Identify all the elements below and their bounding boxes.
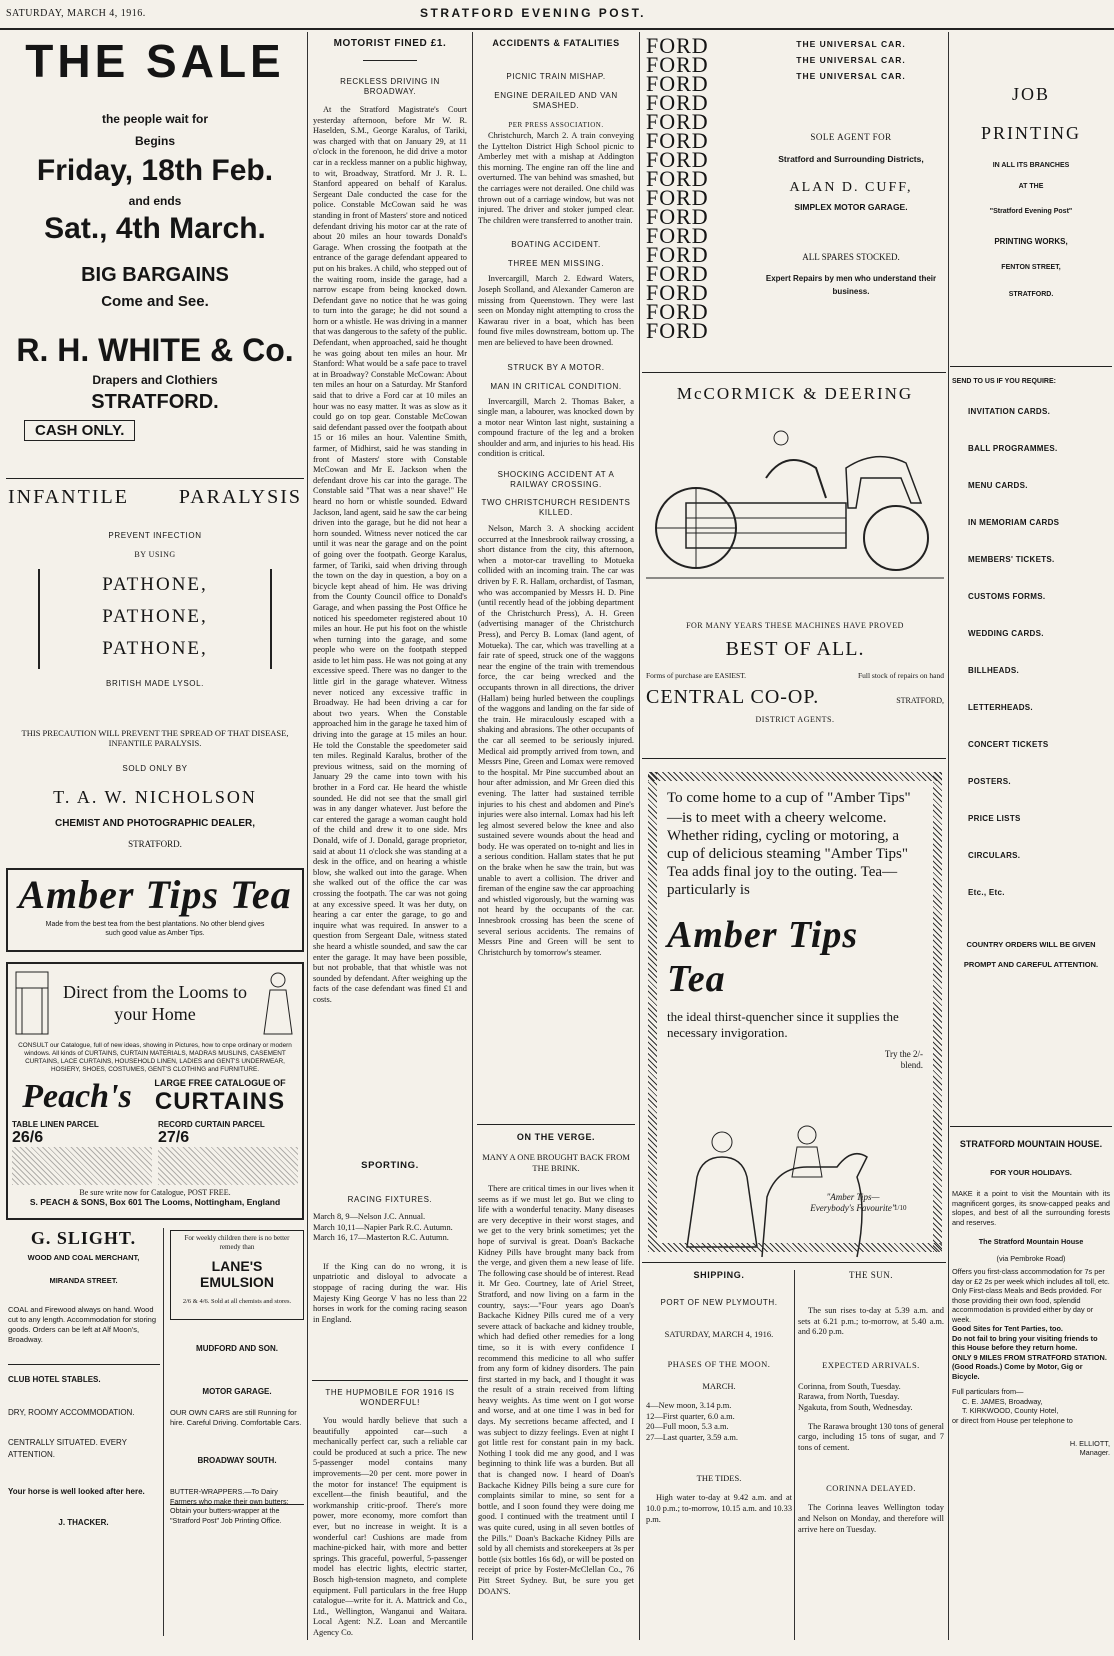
sale-start-date: Friday, 18th Feb. <box>36 154 274 187</box>
shipping-headline: SHIPPING. <box>693 1270 745 1280</box>
accident-head: BOATING ACCIDENT. <box>511 240 601 250</box>
verge-headline: ON THE VERGE. <box>516 1132 596 1142</box>
divider <box>170 1504 304 1505</box>
ford-spares: ALL SPARES STOCKED. <box>802 252 900 262</box>
amber-ideal: the ideal thirst-quencher since it supplies the necessary invigoration. <box>667 1009 899 1040</box>
peach-price-1: 26/6 <box>12 1129 44 1146</box>
sale-end-date: Sat., 4th March. <box>44 212 266 245</box>
ford-word: FORD <box>646 128 709 153</box>
job-item: CIRCULARS. <box>968 851 1021 860</box>
paralysis-prevent: PREVENT INFECTION <box>108 531 202 540</box>
paralysis-seller: T. A. W. NICHOLSON <box>53 787 257 807</box>
divider <box>6 478 304 479</box>
paralysis-town: STRATFORD. <box>128 839 182 849</box>
moon-phases-head: PHASES OF THE MOON. <box>667 1359 771 1369</box>
column-rule <box>472 32 473 1640</box>
peach-direct: Direct from the Looms to your Home <box>63 982 247 1024</box>
mountain-contact: or direct from House per telephone to <box>952 1415 1073 1425</box>
arrival: Ngakuta, from South, Wednesday. <box>798 1402 913 1412</box>
corinna-head: CORINNA DELAYED. <box>826 1483 916 1494</box>
article-text: There are critical times in our lives when it seems as if we must let go. But we cling to life with a wonderful tenacity. Many diseases are very deceptive in their worst stages, and we get to the very brink sometimes; yet the hope of survival is great. Doan's Backache Kidney Pills have brought many back from the verge, and given them a new lease of life. The following case should be of interest. Read it. Mr Geo. Courtney, late of Ariel Street, Stratford, and now living on a farm in the country, says:—"Four years ago Doan's Backache Kidney Pills cured me of a very severe attack of backache and kidney trouble, which had defied other remedies for a long time, so it is with every confidence I recommend this medicine to all who suffer from any form of kidney disorders. The pain first started in my back, and I thought it was the result of a strain received from lifting heavy weights. As time went on I got worse and worse, and at one time I was in bed for days. My secretions became affected, and I was subject to dizzy feelings. Even at night I got little rest for constant pain in my back. Nothing I took did me any good, and I was beginning to think life was a burden. But all that is changed now. I heard of Doan's Backache Kidney Pills being a sure cure for complaints similar to mine, so sent for a bottle, and I soon found they were doing me good. I continued with the treatment until I was quite cured, using in all seven bottles of the Pills." Doan's Backache Kidney Pills are sold by all chemists and storekeepers at 3s per bottle (six bottles 16s 6d), or will be posted on receipt of price by Foster-McClellan Co., 76 Pitt Street Sydney. But, be sure you get DOAN'S. <box>478 1184 634 1596</box>
job-items <box>952 407 1110 925</box>
ford-word: FORD <box>646 223 709 248</box>
club-line-1: DRY, ROOMY ACCOMMODATION. <box>8 1408 135 1417</box>
club-line-2: CENTRALLY SITUATED. EVERY ATTENTION. <box>8 1438 127 1459</box>
job-list <box>952 378 1110 975</box>
ford-word: FORD <box>646 166 709 191</box>
mccormick-ad <box>646 384 944 724</box>
mountain-holidays: FOR YOUR HOLIDAYS. <box>990 1168 1072 1177</box>
ford-word: FORD <box>646 52 709 77</box>
mudford-name: MUDFORD AND SON. <box>196 1344 278 1353</box>
accident-subhead: MAN IN CRITICAL CONDITION. <box>490 381 622 391</box>
amber-try: Try the 2/- blend. <box>884 1049 923 1070</box>
amber-intro: To come home to a cup of "Amber Tips" <box>667 790 911 806</box>
border-hatch <box>648 1243 942 1252</box>
slight-trade: WOOD AND COAL MERCHANT, <box>27 1253 140 1262</box>
paralysis-by: BY USING <box>134 550 176 559</box>
mccormick-years: FOR MANY YEARS THESE MACHINES HAVE PROVED <box>686 621 904 630</box>
arrival: Rarawa, from North, Tuesday. <box>798 1392 900 1402</box>
ford-word: FORD <box>646 318 709 343</box>
peach-parcel-1: TABLE LINEN PARCEL <box>12 1120 99 1129</box>
tides-head: THE TIDES. <box>696 1473 742 1484</box>
ford-word: FORD <box>646 185 709 210</box>
job-item: MEMBERS' TICKETS. <box>968 555 1055 564</box>
accidents-article <box>478 38 634 992</box>
ford-garage: SIMPLEX MOTOR GARAGE. <box>794 202 908 212</box>
sale-ad <box>8 36 302 441</box>
masthead-title: STRATFORD EVENING POST. <box>420 6 646 20</box>
mountain-sites: Good Sites for Tent Parties, too. <box>952 1324 1063 1333</box>
job-at: AT THE <box>1018 183 1044 190</box>
corinna-body <box>798 1503 944 1535</box>
job-title-1: JOB <box>1011 84 1050 104</box>
sun-section <box>798 1270 944 1535</box>
ford-agent-ad <box>758 36 944 298</box>
fixture: March 10,11—Napier Park R.C. Autumn. <box>313 1222 453 1232</box>
mountain-title: STRATFORD MOUNTAIN HOUSE. <box>959 1139 1103 1149</box>
job-item: CUSTOMS FORMS. <box>968 592 1046 601</box>
sale-title: THE SALE <box>25 35 285 87</box>
central-coop: CENTRAL CO-OP. <box>646 686 820 708</box>
peach-address: S. PEACH & SONS, Box 601 The Looms, Nottingham, England <box>29 1197 281 1207</box>
job-item: IN MEMORIAM CARDS <box>968 518 1060 527</box>
sale-come: Come and See. <box>101 293 209 310</box>
ford-word: FORD <box>646 90 709 115</box>
accident-head: PICNIC TRAIN MISHAP. <box>506 72 606 81</box>
column-rule <box>639 32 640 1640</box>
ford-word: FORD <box>646 109 709 134</box>
accident-subhead: ENGINE DERAILED AND VAN SMASHED. <box>494 91 618 110</box>
ford-repairs: Expert Repairs by men who understand their business. <box>765 274 937 296</box>
article-text: The Corinna leaves Wellington today and Nelson on Monday, and therefore will arrive here on Tuesday. <box>798 1503 944 1534</box>
amber-tips-small-ad <box>6 868 304 952</box>
horse-riders-illustration <box>667 1077 917 1267</box>
press-association: PER PRESS ASSOCIATION. <box>508 121 604 129</box>
peach-price-2: 27/6 <box>158 1129 190 1146</box>
loom-illustration-icon <box>12 968 52 1038</box>
job-works: PRINTING WORKS, <box>994 237 1068 246</box>
fixture: March 16, 17—Masterton R.C. Autumn. <box>313 1233 449 1243</box>
sporting-body <box>313 1262 467 1326</box>
universal-car-line: THE UNIVERSAL CAR. <box>796 55 906 65</box>
mountain-full: Full particulars from— <box>952 1387 1024 1396</box>
butter-wrappers-notice: BUTTER-WRAPPERS.—To Dairy Farmers who make their own butters: Obtain your butters-wrapper at the "Stratford Post" Job Printing Office. <box>170 1487 289 1525</box>
article-text: The sun rises to-day at 5.39 a.m. and sets at 6.21 p.m.; to-morrow, at 5.40 a.m. and 6.20 p.m. <box>798 1306 944 1337</box>
sporting-article <box>313 1160 467 1325</box>
moon-phase: 27—Last quarter, 3.59 a.m. <box>646 1432 738 1442</box>
accident-head: SHOCKING ACCIDENT AT A RAILWAY CROSSING. <box>497 470 615 490</box>
mccormick-best: BEST OF ALL. <box>725 638 865 660</box>
ford-stack <box>646 33 756 343</box>
slight-name: G. SLIGHT. <box>30 1228 137 1248</box>
mountain-miles: ONLY 9 MILES FROM STRATFORD STATION. (Good Roads.) Come by Motor, Gig or Bicycle. <box>952 1352 1107 1381</box>
moon-phase: 12—First quarter, 6.0 a.m. <box>646 1411 735 1421</box>
divider <box>642 372 946 373</box>
universal-car-line: THE UNIVERSAL CAR. <box>796 71 906 81</box>
divider <box>363 60 417 61</box>
sale-town: STRATFORD. <box>91 391 219 413</box>
ford-word: FORD <box>646 280 709 305</box>
sporting-headline: SPORTING. <box>361 1160 419 1171</box>
lane-top: For weekly children there is no better remedy than <box>184 1234 290 1251</box>
mountain-via: (via Pembroke Road) <box>996 1254 1066 1263</box>
mccormick-forms: Forms of purchase are EASIEST. <box>646 671 747 680</box>
job-item: LETTERHEADS. <box>968 703 1033 712</box>
job-branches: IN ALL ITS BRANCHES <box>992 162 1070 169</box>
accidents-headline: ACCIDENTS & FATALITIES <box>492 38 620 48</box>
job-printing-ad <box>952 36 1110 298</box>
masthead <box>0 0 1114 30</box>
accident-subhead: THREE MEN MISSING. <box>507 259 605 269</box>
amber-tips-logo: Amber Tips Tea <box>667 914 859 1000</box>
amber-tips-note: Made from the best tea from the best plantations. No other blend gives such good value as Amber Tips. <box>45 921 265 937</box>
column-rule <box>307 32 308 1640</box>
peach-parcel-2: RECORD CURTAIN PARCEL <box>158 1120 265 1129</box>
fine-print <box>158 1147 298 1185</box>
divider <box>950 366 1112 367</box>
job-item: MENU CARDS. <box>968 481 1028 490</box>
article-text: Invercargill, March 2. Edward Waters, Joseph Scolland, and Alexander Cameron are missing from Queenstown. They were last seen on Monday night attempting to cross the Kawarau river in a boat, which has been found five miles downstream, bottom up. The men are believed to have been drowned. <box>478 274 634 347</box>
motorist-article <box>313 38 467 1159</box>
club-owner: J. THACKER. <box>58 1518 109 1527</box>
job-country-orders: COUNTRY ORDERS WILL BE GIVEN PROMPT AND CAREFUL ATTENTION. <box>963 940 1099 969</box>
ford-word: FORD <box>646 204 709 229</box>
moon-phases <box>646 1401 792 1443</box>
sun-body <box>798 1306 944 1338</box>
job-item: CONCERT TICKETS <box>968 740 1049 749</box>
divider <box>642 1262 946 1263</box>
paralysis-sold: SOLD ONLY BY <box>122 764 188 773</box>
rarawa-note <box>798 1422 944 1454</box>
cash-only-badge: CASH ONLY. <box>24 420 135 441</box>
expected-arrivals-head: EXPECTED ARRIVALS. <box>822 1359 920 1370</box>
divider <box>312 1380 468 1381</box>
job-street: FENTON STREET, <box>1001 264 1061 271</box>
job-item: BALL PROGRAMMES. <box>968 444 1058 453</box>
motorist-body <box>313 105 467 1159</box>
bracket-right <box>270 569 272 669</box>
sun-headline: THE SUN. <box>849 1270 893 1280</box>
job-item: POSTERS. <box>968 777 1011 786</box>
border-hatch <box>648 772 657 1252</box>
ford-words <box>646 33 756 343</box>
paralysis-precaution: THIS PRECAUTION WILL PREVENT THE SPREAD OF THAT DISEASE, INFANTILE PARALYSIS. <box>21 728 289 748</box>
hupmobile-headline: THE HUPMOBILE FOR 1916 IS WONDERFUL! <box>325 1388 455 1407</box>
accident-body <box>478 131 634 226</box>
sale-tagline: the people wait for <box>101 112 208 126</box>
accident-body <box>478 524 634 992</box>
mudford-address: BROADWAY SOUTH. <box>197 1456 277 1465</box>
sale-bargains: BIG BARGAINS <box>81 264 229 286</box>
mccormick-town: STRATFORD, <box>896 696 944 705</box>
ford-district: Stratford and Surrounding Districts, <box>778 154 924 164</box>
column-rule <box>948 32 949 1640</box>
ford-word: FORD <box>646 299 709 324</box>
mountain-offers: Offers you first-class accommodation for 7s per day or £2 2s per week which includes all toll, etc. <box>952 1267 1110 1286</box>
accident-head: STRUCK BY A MOTOR. <box>507 362 605 372</box>
mountain-fail: Do not fail to bring your visiting friends to this House before they return home. <box>952 1333 1098 1352</box>
product-name: PATHONE, <box>102 574 208 595</box>
slight-text: COAL and Firewood always on hand. Wood cut to any length. Accommodation for storing goods. Orders can be left at Alf Moon's, Broadway. <box>8 1305 156 1344</box>
job-town: STRATFORD. <box>1008 291 1054 298</box>
ford-word: FORD <box>646 147 709 172</box>
accident-body <box>478 397 634 461</box>
mountain-contact: T. KIRKWOOD, County Hotel, <box>962 1406 1059 1415</box>
product-name: PATHONE, <box>102 606 208 627</box>
peach-logo: Peach's <box>22 1078 132 1115</box>
paralysis-trade: CHEMIST AND PHOTOGRAPHIC DEALER, <box>54 818 255 829</box>
moon-phase: 4—New moon, 3.14 p.m. <box>646 1401 732 1410</box>
article-text: If the King can do no wrong, it is unpatriotic and disloyal to advocate a stoppage of racing during the war. His Majesty King George V has no less than 22 horses in work for the coming racing season in England. <box>313 1261 467 1324</box>
ford-agent-name: ALAN D. CUFF, <box>789 180 913 195</box>
verge-article <box>478 1132 634 1632</box>
racing-fixtures <box>313 1212 467 1244</box>
amber-tips-logo: Amber Tips Tea <box>18 872 292 917</box>
shipping-port: PORT OF NEW PLYMOUTH. <box>660 1298 778 1307</box>
peach-consult: CONSULT our Catalogue, full of new ideas, showing in Pictures, how to cnpe ordinary or modern windows. All kinds of CURTAINS, CURTAIN MATERIALS, MADRAS MUSLINS, CASEMENT CURTAINS, LACE CURTAINS, HOUSEHOLD LINEN, LADIES and GENT'S UNDERWEAR, HOSIERY, SHOES, COSTUMES, GENT'S CLOTHING and FURNITURE. <box>18 1042 292 1073</box>
sale-trade: Drapers and Clothiers <box>92 373 218 387</box>
border-hatch <box>648 772 942 781</box>
peach-ad <box>6 962 304 1220</box>
job-office: "Stratford Evening Post" <box>989 208 1073 215</box>
lane-emulsion-ad <box>170 1230 304 1320</box>
moon-phase: 20—Full moon, 5.3 a.m. <box>646 1422 729 1432</box>
slight-ad <box>8 1228 164 1636</box>
paralysis-title-2: PARALYSIS <box>178 486 302 508</box>
mountain-manager-title: Manager. <box>1079 1448 1110 1457</box>
article-text: Nelson, March 3. A shocking accident occurred at the Innesbrook railway crossing, a short distance from the city, this afternoon, when a motor-car travelling to Motueka collided with an incoming train. The car was driven by F. R. Hallam, orchardist, of Tasman, who was accompanied by Messrs H. D. Pine (until recently head of the jobbing department of the Christchurch Press), A. H. Green (advertising manager of the Christchurch Press), and Percy B. Lomax (land agent, of Motueka). The car, which was travelling at a fair rate of speed, struck one of the waggons near the engine of the train with tremendous force, the car being wrecked and the occupants thrown in all directions, the driver (Hallam) being hurled between the couplings of the waggons and landing on the far side of the train. He miraculously escaped with a shaking and abrasions. The other occupants of the car all seemed to be seriously injured. Medical aid promptly arrived from town, and Messrs Pine, Green and Lomax were removed to the hospital. Mr Pine succumbed about an hour after admission, and Mr Green died this evening. The latter had sustained terrible injuries to his chest and abdomen and Pine's injuries were also internal. Lomax had his left leg almost severed below the knee and also sustained severe wounds about the head and body. He was operated on to-night and lies in a serious condition. Hallam states that he put on the brake when he saw the train, but was unable to avert a collision. The driver and fireman of the engine saw the car approaching and whistled vigorously, but the warning was not heard by the occupants of the car. Innesbrook crossing has been the scene of several serious accidents. The remains of Messrs Pine and Green will be sent to Christchurch by tomorrow's steamer. <box>478 524 634 957</box>
article-text: At the Stratford Magistrate's Court yesterday afternoon, before Mr W. R. Haselden, S.M., George Karalus, of Tariki, was charged with that on January 29, at 11 o'clock in the forenoon, he did drive a motor car in a reckless manner on a public highway, to wit, Broadway, Stratford. Mr J. R. L. Stanford appeared on behalf of Karalus. Sergeant Dale conducted the case for the police. Constable McCowan said he was standing in front of Masters' store and noticed defendant driving his motor car at the rate of about 20 miles an hour towards Donald's Garage. When crossing the footpath at the entrance of the garage defendant appeared to put on his brakes. A child, who stepped out of the waiting room, inside the garage, had a narrow escape from being knocked down. Defendant gave no notice that he was going to turn into the garage; he did not sound a horn or a whistle. He was driving in a manner that was dangerous to the safety of the public. Defendant, when approached, said he thought he was going about ten miles an hour. Mr Stanford: What would be a safe pace to travel at in Broadway? Constable McCowan: About ten miles an hour on a Saturday. Mr Stanford said that to drive a Ford car at 10 miles an hour was no easy matter. It was as slow as it could go on top gear. Constable McCowan said defendant passed over the footpath about 15 or 16 miles an hour. Valentine Smith, farmer, of Midhirst, said he was standing in front of Masters' store with Constable McCowan and Mr E. Jackson when the defendant drove his car into the garage. The Constable said "That was a near shave!" He heard no horn or whistle sounded. Edward Jackson, land agent, said he saw the car being driven into the garage, but he did not hear a horn sounded. Witness never noticed the car until it was near the garage and on the point of going over the footpath. George Karalus, farmer, of Tariki, said when driving through the town on the day in question, a boy on a bicycle kept ahead of him. He was driving from the County Council office to Donald's Garage, and when passing the Post Office he noticed his speedometer registered about 10 miles an hour. He put his foot on the whistle when turning into the garage, and some people who were on the footpath stepped aside to let him pass. He was not going at any excessive speed. There was no danger to the little girl in the garage whatever. Witness never noticed any excessive traffic in Broadway. He had been driving a car for about two years. When the Constable approached him in the garage he taxed him of driving into the garage at 15 miles an hour. He told the Constable the speedometer said ten miles. Reginald Karalus, brother of the previous witness, said on the morning of January 29 the came into town with his brother in a Ford car. He heard the whistle sounded. He did not see that the small girl was in any danger whatever. Just before the car entered the garage a woman caught hold of the child and drew it to one side. Mrs Donald, wife of J. Donald, garage proprietor, said at about 11 o'clock she was standing at a desk in the office, and on hearing a whistle blow, she walked out into the garage. When she walked out of the office the car was crossing the footpath. The car was not going at any excessive speed. It was her duty, on hearing a car enter the garage, to go and inquire what was required. In answer to a question from Sergeant Dale, witness stated she heard a whistle sounded, and saw the car enter the garage. It may have been possible, but not probable, that that whistle was not sounded by defendant. After weighing up the facts of the case defendant was fined £1 and costs. <box>313 105 467 1004</box>
sporting-subhead: RACING FIXTURES. <box>347 1195 433 1204</box>
mountain-manager: H. ELLIOTT, <box>1069 1439 1110 1448</box>
fixture: March 8, 9—Nelson J.C. Annual. <box>313 1212 426 1221</box>
mccormick-agents: DISTRICT AGENTS. <box>755 715 835 724</box>
shipping-date: SATURDAY, MARCH 4, 1916. <box>664 1329 774 1339</box>
accident-body <box>478 274 634 348</box>
mountain-make: MAKE it a point to visit the Mountain with its magnificent gorges, its snow-capped peaks and slopes, and best of all the surrounding forests and reserves. <box>952 1189 1110 1227</box>
reaper-machine-illustration <box>646 408 944 598</box>
mccormick-stock: Full stock of repairs on hand <box>857 671 944 680</box>
article-text: The Rarawa brought 130 tons of general cargo, including 15 tons of sugar, and 7 tons of cement. <box>798 1421 944 1452</box>
hupmobile-body <box>313 1416 467 1656</box>
mudford-garage: MOTOR GARAGE. <box>202 1387 272 1396</box>
tides-body <box>646 1493 792 1525</box>
amber-tips-big-ad <box>648 772 942 1252</box>
border-hatch <box>933 772 942 1252</box>
mountain-house-name: The Stratford Mountain House <box>978 1237 1084 1246</box>
universal-car <box>758 36 944 84</box>
peach-large: LARGE FREE CATALOGUE OF <box>154 1078 286 1088</box>
divider <box>477 1124 635 1125</box>
ford-word: FORD <box>646 33 709 58</box>
lane-price: 2/6 & 4/6. Sold at all chemists and stores. <box>182 1298 292 1305</box>
ford-word: FORD <box>646 261 709 286</box>
universal-car-line: THE UNIVERSAL CAR. <box>796 39 906 49</box>
job-item: Etc., Etc. <box>968 888 1005 897</box>
product-name: PATHONE, <box>102 638 208 659</box>
mountain-meals: Only First-class Meals and Beds provided. For those providing their own food, splendid accommodation is provided either by day or week. <box>952 1286 1102 1324</box>
amber-favourite: "Amber Tips— Everybody's Favourite" <box>810 1192 896 1213</box>
accident-subhead: TWO CHRISTCHURCH RESIDENTS KILLED. <box>481 498 631 518</box>
sale-firm: R. H. WHITE & Co. <box>16 332 294 368</box>
ford-word: FORD <box>646 71 709 96</box>
article-text: High water to-day at 9.42 a.m. and at 10.0 p.m.; to-morrow, 10.15 a.m. and 10.33 p.m. <box>646 1493 792 1524</box>
sale-ends: and ends <box>128 194 182 208</box>
divider <box>8 1364 160 1365</box>
paralysis-title-1: INFANTILE <box>8 486 129 508</box>
job-send: SEND TO US IF YOU REQUIRE: <box>952 378 1056 385</box>
verge-body <box>478 1184 634 1632</box>
sale-begins: Begins <box>134 134 175 148</box>
lane-name: LANE'S EMULSION <box>200 1258 274 1290</box>
article-text: Invercargill, March 2. Thomas Baker, a single man, a labourer, was knocked down by a motor near Winton last night, sustaining a compound fracture of the leg and a broken shoulder and arm, and injuries to his head. His condition is critical. <box>478 396 634 459</box>
fine-print <box>12 1147 152 1185</box>
shipping-section <box>646 1270 792 1525</box>
motorist-subhead: RECKLESS DRIVING IN BROADWAY. <box>340 77 440 96</box>
amber-text: —is to meet with a cheery welcome. Whether riding, cycling or motoring, a cup of delicious steaming "Amber Tips" Tea adds final joy to the outing. Tea—particularly is <box>667 810 908 898</box>
mountain-house-ad <box>952 1134 1110 1457</box>
mccormick-title: McCORMICK & DEERING <box>676 384 914 403</box>
ford-sole-agent: SOLE AGENT FOR <box>810 132 892 142</box>
job-title-2: PRINTING <box>981 123 1081 143</box>
ford-word: FORD <box>646 242 709 267</box>
paralysis-ad <box>8 486 302 849</box>
mountain-contact: C. E. JAMES, Broadway, <box>962 1396 1043 1406</box>
divider <box>950 1126 1112 1127</box>
paralysis-british: BRITISH MADE LYSOL. <box>106 679 204 688</box>
verge-subhead: MANY A ONE BROUGHT BACK FROM THE BRINK. <box>482 1152 630 1173</box>
column-rule <box>794 1270 795 1640</box>
woman-illustration-icon <box>258 968 298 1038</box>
peach-curtains: CURTAINS <box>154 1088 286 1115</box>
peach-write: Be sure write now for Catalogue, POST FREE. <box>79 1188 231 1197</box>
article-text: Christchurch, March 2. A train conveying the Lyttelton District High School picnic to Amberley met with a mishap at Addington this morning. The engine ran off the line and overturned. The van behind was smashed, but the carriages were not derailed. One child was thrown out of a carriage window, but was not injured. The driver and stoker jumped clear. The children were transferred to another train. <box>478 131 634 225</box>
moon-month: MARCH. <box>702 1381 736 1391</box>
masthead-date: SATURDAY, MARCH 4, 1916. <box>6 8 146 19</box>
expected-arrivals <box>798 1382 944 1414</box>
mudford-ad <box>170 1328 304 1525</box>
job-item: PRICE LISTS <box>968 814 1021 823</box>
slight-street: MIRANDA STREET. <box>49 1276 118 1285</box>
motorist-headline: MOTORIST FINED £1. <box>333 38 447 49</box>
job-item: INVITATION CARDS. <box>968 407 1051 416</box>
mudford-text: OUR OWN CARS are still Running for hire. Careful Driving. Comfortable Cars. <box>170 1408 302 1427</box>
job-item: WEDDING CARDS. <box>968 629 1044 638</box>
club-name: CLUB HOTEL STABLES. <box>8 1375 101 1384</box>
hupmobile-article <box>313 1388 467 1656</box>
article-text: You would hardly believe that such a beautifully appointed car—such a mechanically perfect car, such a reliable car could be produced at such a price. The new 5-passenger model contains many improvements—20 per cent. more power in the motor for instance! The equipment is excellent—the finish beautiful, and the workmanship critic-proof. There's more power, more economy, more comfort than ever, but no increase in weight. It is a wonderful car! Cushions are made from machine-picked hair, with more and better springs. This graceful, powerful, 5-passenger model has electric lights, electric starter, Bosch high-tension magneto, and complete equipment. Full particulars in the free Hupp catalogue—write for it. A. Mattrick and Co., Ltd., Wellington, Wanganui and Waitara. Local Agent: N.Z. Loan and Mercantile Agency Co. <box>313 1416 467 1637</box>
club-line-3: Your horse is well looked after here. <box>8 1487 145 1496</box>
arrival: Corinna, from South, Tuesday. <box>798 1381 901 1391</box>
amber-price: 1/10 <box>894 1204 907 1212</box>
job-item: BILLHEADS. <box>968 666 1019 675</box>
divider <box>642 758 946 759</box>
